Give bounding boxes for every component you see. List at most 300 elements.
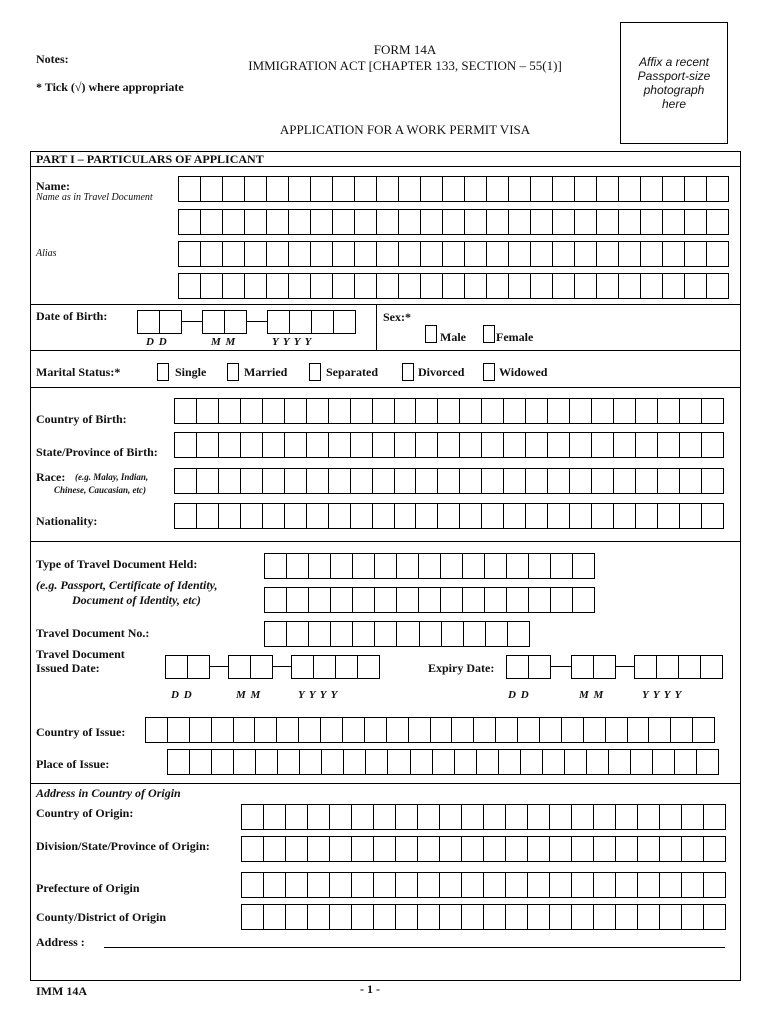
char-box[interactable] [241,433,263,457]
marital-divorced-checkbox[interactable] [402,363,414,381]
char-box[interactable] [351,469,373,493]
char-box[interactable] [373,469,395,493]
char-box[interactable] [573,554,594,578]
char-box[interactable] [352,837,374,861]
char-box[interactable] [658,399,680,423]
char-box[interactable] [245,242,267,266]
char-box[interactable] [587,750,609,774]
char-box[interactable] [265,554,287,578]
char-box[interactable] [550,805,572,829]
char-box[interactable] [421,242,443,266]
char-box[interactable] [397,588,419,612]
char-box[interactable] [329,433,351,457]
char-box[interactable] [179,210,201,234]
char-box[interactable] [638,873,660,897]
char-box[interactable] [504,399,526,423]
char-box[interactable] [388,750,410,774]
char-box[interactable] [175,433,197,457]
char-box[interactable] [614,504,636,528]
char-box[interactable] [267,210,289,234]
char-box[interactable] [509,242,531,266]
char-box[interactable] [660,837,682,861]
char-box[interactable] [399,242,421,266]
char-box[interactable] [344,750,366,774]
char-box[interactable] [242,837,264,861]
char-box[interactable] [509,177,531,201]
char-box[interactable] [263,504,285,528]
char-box[interactable] [333,177,355,201]
char-box[interactable] [682,837,704,861]
char-box[interactable] [482,504,504,528]
char-box[interactable] [299,718,321,742]
char-box[interactable] [396,805,418,829]
char-box[interactable] [355,242,377,266]
prefecture-origin-input[interactable] [241,872,726,898]
char-box[interactable] [223,242,245,266]
char-box[interactable] [575,242,597,266]
char-box[interactable] [352,873,374,897]
char-box[interactable] [416,469,438,493]
char-box[interactable] [440,837,462,861]
char-box[interactable] [377,242,399,266]
issued-month[interactable] [228,655,273,679]
char-box[interactable] [419,554,441,578]
char-box[interactable] [197,433,219,457]
state-birth-input[interactable] [174,432,724,458]
char-box[interactable] [509,210,531,234]
char-box[interactable] [289,210,311,234]
char-box[interactable] [465,242,487,266]
char-box[interactable] [609,750,631,774]
char-box[interactable] [575,210,597,234]
char-box[interactable] [496,718,518,742]
char-box[interactable] [311,274,333,298]
char-box[interactable] [197,469,219,493]
char-box[interactable] [685,274,707,298]
name-input-row-2[interactable] [178,209,729,235]
char-box[interactable] [543,750,565,774]
char-box[interactable] [285,504,307,528]
char-box[interactable] [374,805,396,829]
place-issue-input[interactable] [167,749,719,775]
char-box[interactable] [286,873,308,897]
char-box[interactable] [264,905,286,929]
char-box[interactable] [464,622,486,646]
char-box[interactable] [443,242,465,266]
char-box[interactable] [286,837,308,861]
char-box[interactable] [526,433,548,457]
char-box[interactable] [592,504,614,528]
char-box[interactable] [614,469,636,493]
char-box[interactable] [416,433,438,457]
char-box[interactable] [474,718,496,742]
char-box[interactable] [286,905,308,929]
char-box[interactable] [441,554,463,578]
char-box[interactable] [395,433,417,457]
char-box[interactable] [704,805,725,829]
char-box[interactable] [631,750,653,774]
char-box[interactable] [287,554,309,578]
char-box[interactable] [329,399,351,423]
char-box[interactable] [463,554,485,578]
char-box[interactable] [619,274,641,298]
char-box[interactable] [526,504,548,528]
char-box[interactable] [592,469,614,493]
nationality-input[interactable] [174,503,724,529]
char-box[interactable] [308,837,330,861]
char-box[interactable] [671,718,693,742]
char-box[interactable] [485,588,507,612]
char-box[interactable] [528,873,550,897]
char-box[interactable] [387,718,409,742]
char-box[interactable] [441,588,463,612]
char-box[interactable] [572,873,594,897]
char-box[interactable] [636,399,658,423]
char-box[interactable] [540,718,562,742]
race-input[interactable] [174,468,724,494]
char-box[interactable] [697,750,718,774]
char-box[interactable] [190,718,212,742]
char-box[interactable] [484,805,506,829]
char-box[interactable] [518,718,540,742]
char-box[interactable] [707,274,728,298]
char-box[interactable] [374,905,396,929]
char-box[interactable] [504,469,526,493]
char-box[interactable] [638,805,660,829]
char-box[interactable] [649,718,671,742]
char-box[interactable] [682,905,704,929]
char-box[interactable] [330,805,352,829]
char-box[interactable] [702,504,723,528]
char-box[interactable] [377,274,399,298]
char-box[interactable] [289,242,311,266]
char-box[interactable] [431,718,453,742]
char-box[interactable] [264,837,286,861]
char-box[interactable] [353,588,375,612]
char-box[interactable] [628,718,650,742]
char-box[interactable] [508,622,529,646]
char-box[interactable] [531,177,553,201]
char-box[interactable] [263,433,285,457]
char-box[interactable] [462,805,484,829]
travel-doc-no-input[interactable] [264,621,530,647]
char-box[interactable] [704,837,725,861]
char-box[interactable] [553,274,575,298]
char-box[interactable] [411,750,433,774]
char-box[interactable] [438,433,460,457]
char-box[interactable] [584,718,606,742]
char-box[interactable] [487,242,509,266]
char-box[interactable] [241,504,263,528]
char-box[interactable] [562,718,584,742]
char-box[interactable] [440,873,462,897]
issued-year[interactable] [291,655,380,679]
char-box[interactable] [526,399,548,423]
char-box[interactable] [531,242,553,266]
char-box[interactable] [550,837,572,861]
travel-doc-type-input-2[interactable] [264,587,595,613]
expiry-day[interactable] [506,655,551,679]
char-box[interactable] [685,177,707,201]
char-box[interactable] [245,177,267,201]
expiry-year[interactable] [634,655,723,679]
char-box[interactable] [146,718,168,742]
char-box[interactable] [675,750,697,774]
char-box[interactable] [565,750,587,774]
char-box[interactable] [465,274,487,298]
char-box[interactable] [619,242,641,266]
char-box[interactable] [190,750,212,774]
division-origin-input[interactable] [241,836,726,862]
char-box[interactable] [462,905,484,929]
char-box[interactable] [463,588,485,612]
dob-month[interactable] [202,310,247,334]
char-box[interactable] [267,177,289,201]
char-box[interactable] [212,750,234,774]
char-box[interactable] [477,750,499,774]
char-box[interactable] [351,504,373,528]
char-box[interactable] [443,177,465,201]
char-box[interactable] [614,433,636,457]
char-box[interactable] [333,242,355,266]
char-box[interactable] [309,588,331,612]
char-box[interactable] [245,274,267,298]
char-box[interactable] [594,805,616,829]
char-box[interactable] [702,469,723,493]
char-box[interactable] [572,837,594,861]
char-box[interactable] [460,504,482,528]
char-box[interactable] [311,242,333,266]
char-box[interactable] [487,177,509,201]
char-box[interactable] [704,873,725,897]
char-box[interactable] [168,718,190,742]
char-box[interactable] [212,718,234,742]
char-box[interactable] [416,504,438,528]
char-box[interactable] [201,242,223,266]
char-box[interactable] [287,622,309,646]
char-box[interactable] [308,905,330,929]
char-box[interactable] [321,718,343,742]
char-box[interactable] [433,750,455,774]
char-box[interactable] [374,837,396,861]
name-input-row-1[interactable] [178,176,729,202]
char-box[interactable] [421,177,443,201]
char-box[interactable] [685,242,707,266]
issued-day[interactable] [165,655,210,679]
char-box[interactable] [575,177,597,201]
char-box[interactable] [485,554,507,578]
char-box[interactable] [265,588,287,612]
char-box[interactable] [329,504,351,528]
char-box[interactable] [548,433,570,457]
char-box[interactable] [572,805,594,829]
char-box[interactable] [285,433,307,457]
char-box[interactable] [636,504,658,528]
char-box[interactable] [311,210,333,234]
char-box[interactable] [548,469,570,493]
char-box[interactable] [416,399,438,423]
char-box[interactable] [440,805,462,829]
char-box[interactable] [663,177,685,201]
country-issue-input[interactable] [145,717,715,743]
char-box[interactable] [482,469,504,493]
char-box[interactable] [660,873,682,897]
char-box[interactable] [375,554,397,578]
char-box[interactable] [418,837,440,861]
char-box[interactable] [550,873,572,897]
char-box[interactable] [438,399,460,423]
char-box[interactable] [663,242,685,266]
char-box[interactable] [307,433,329,457]
char-box[interactable] [201,210,223,234]
char-box[interactable] [636,469,658,493]
char-box[interactable] [375,622,397,646]
char-box[interactable] [309,554,331,578]
photo-box[interactable] [620,22,728,144]
char-box[interactable] [594,873,616,897]
char-box[interactable] [460,469,482,493]
char-box[interactable] [197,504,219,528]
char-box[interactable] [506,905,528,929]
char-box[interactable] [528,905,550,929]
char-box[interactable] [311,177,333,201]
char-box[interactable] [462,837,484,861]
char-box[interactable] [397,622,419,646]
char-box[interactable] [330,905,352,929]
char-box[interactable] [285,469,307,493]
char-box[interactable] [285,399,307,423]
char-box[interactable] [570,504,592,528]
char-box[interactable] [409,718,431,742]
char-box[interactable] [663,210,685,234]
char-box[interactable] [399,274,421,298]
char-box[interactable] [418,805,440,829]
char-box[interactable] [355,177,377,201]
char-box[interactable] [330,873,352,897]
char-box[interactable] [289,177,311,201]
char-box[interactable] [682,805,704,829]
char-box[interactable] [570,399,592,423]
char-box[interactable] [307,469,329,493]
char-box[interactable] [366,750,388,774]
char-box[interactable] [308,873,330,897]
char-box[interactable] [223,274,245,298]
char-box[interactable] [570,433,592,457]
char-box[interactable] [377,210,399,234]
char-box[interactable] [308,805,330,829]
char-box[interactable] [553,210,575,234]
char-box[interactable] [396,873,418,897]
char-box[interactable] [486,622,508,646]
char-box[interactable] [507,588,529,612]
char-box[interactable] [256,750,278,774]
char-box[interactable] [175,469,197,493]
char-box[interactable] [219,433,241,457]
char-box[interactable] [267,274,289,298]
dob-day[interactable] [137,310,182,334]
sex-female-checkbox[interactable] [483,325,495,343]
char-box[interactable] [353,622,375,646]
char-box[interactable] [529,554,551,578]
char-box[interactable] [663,274,685,298]
char-box[interactable] [396,905,418,929]
char-box[interactable] [374,873,396,897]
char-box[interactable] [289,274,311,298]
char-box[interactable] [438,469,460,493]
char-box[interactable] [242,873,264,897]
char-box[interactable] [331,554,353,578]
char-box[interactable] [509,274,531,298]
char-box[interactable] [594,837,616,861]
char-box[interactable] [465,210,487,234]
char-box[interactable] [707,177,728,201]
char-box[interactable] [619,177,641,201]
char-box[interactable] [641,177,663,201]
char-box[interactable] [484,873,506,897]
char-box[interactable] [528,805,550,829]
marital-single-checkbox[interactable] [157,363,169,381]
char-box[interactable] [484,905,506,929]
char-box[interactable] [526,469,548,493]
char-box[interactable] [531,274,553,298]
char-box[interactable] [594,905,616,929]
char-box[interactable] [528,837,550,861]
char-box[interactable] [201,274,223,298]
char-box[interactable] [397,554,419,578]
char-box[interactable] [482,433,504,457]
char-box[interactable] [377,177,399,201]
char-box[interactable] [616,837,638,861]
char-box[interactable] [277,718,299,742]
char-box[interactable] [653,750,675,774]
char-box[interactable] [616,873,638,897]
char-box[interactable] [438,504,460,528]
char-box[interactable] [219,469,241,493]
char-box[interactable] [263,469,285,493]
char-box[interactable] [175,504,197,528]
char-box[interactable] [242,905,264,929]
char-box[interactable] [287,588,309,612]
char-box[interactable] [395,469,417,493]
char-box[interactable] [641,242,663,266]
alias-input-row-1[interactable] [178,241,729,267]
char-box[interactable] [521,750,543,774]
char-box[interactable] [352,905,374,929]
char-box[interactable] [484,837,506,861]
char-box[interactable] [440,905,462,929]
char-box[interactable] [638,837,660,861]
char-box[interactable] [241,469,263,493]
char-box[interactable] [685,210,707,234]
char-box[interactable] [309,622,331,646]
char-box[interactable] [197,399,219,423]
char-box[interactable] [443,210,465,234]
marital-separated-checkbox[interactable] [309,363,321,381]
char-box[interactable] [365,718,387,742]
char-box[interactable] [487,274,509,298]
address-line[interactable] [104,947,725,948]
char-box[interactable] [462,873,484,897]
char-box[interactable] [278,750,300,774]
char-box[interactable] [399,177,421,201]
char-box[interactable] [707,242,728,266]
char-box[interactable] [331,622,353,646]
char-box[interactable] [572,905,594,929]
char-box[interactable] [223,210,245,234]
char-box[interactable] [460,399,482,423]
char-box[interactable] [704,905,725,929]
char-box[interactable] [201,177,223,201]
